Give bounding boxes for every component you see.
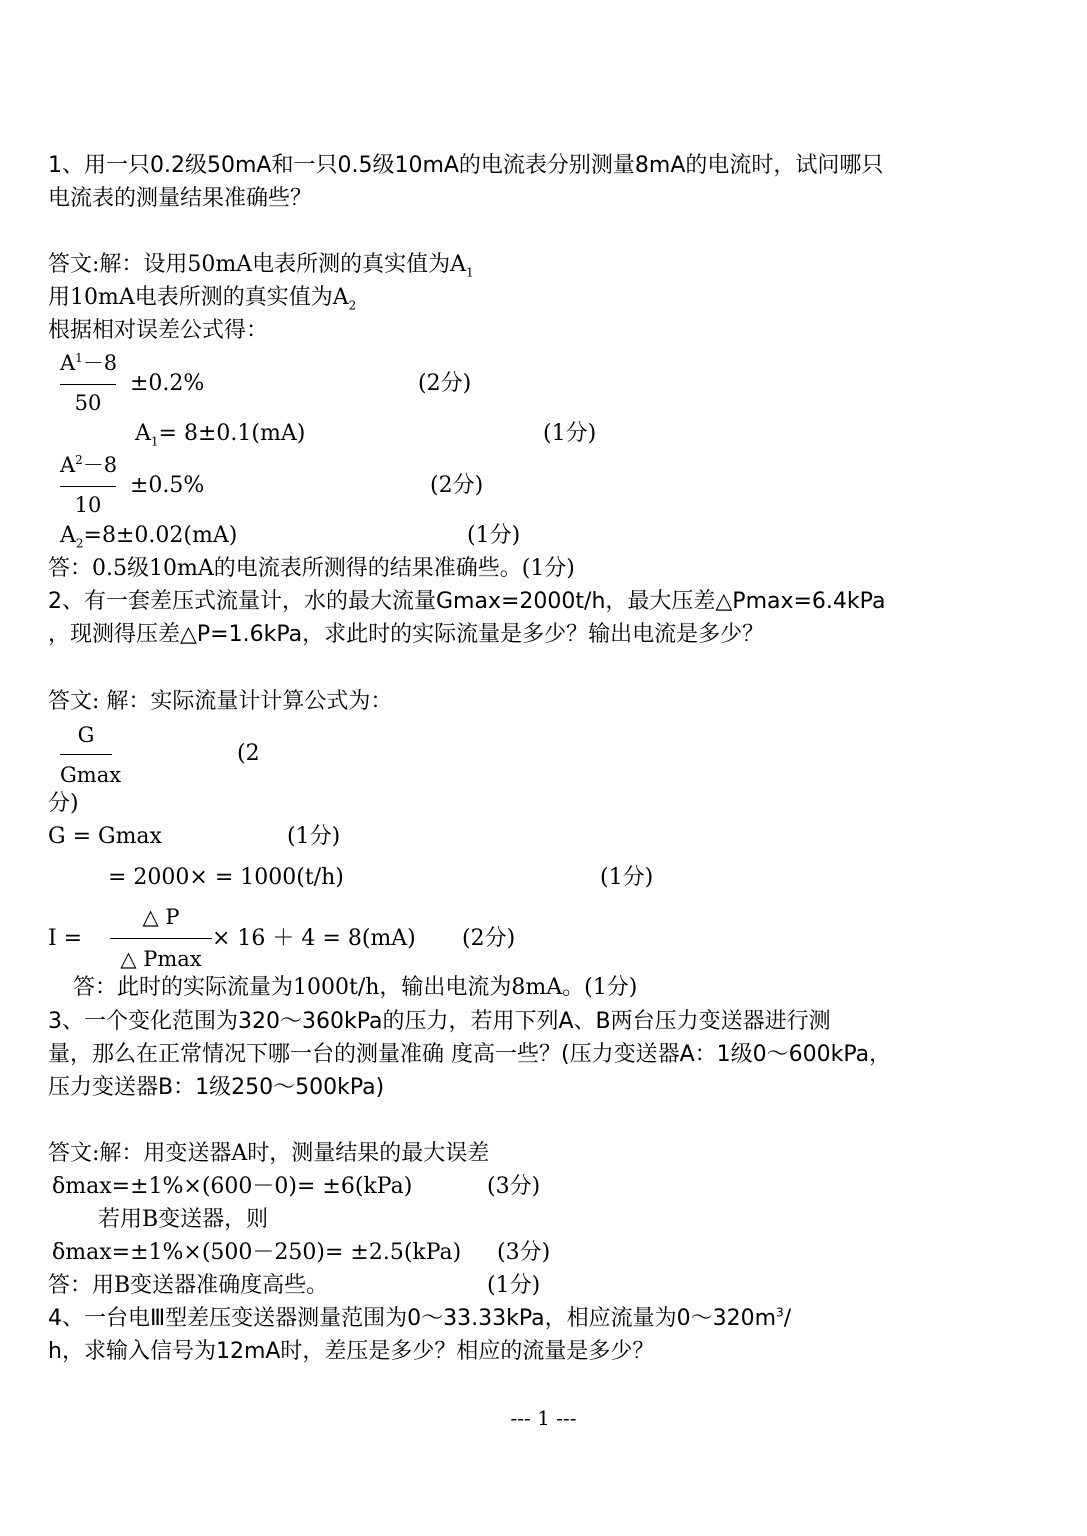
q2-equation-3-rhs: × 16 ＋ 4 = 8(mA) [212,926,416,951]
q2-equation-2: = 2000× = 1000(t/h) [108,865,344,890]
q1-score-1: (2分) [418,371,472,396]
q2-fraction-ratio: G Gmax [60,723,122,787]
q1-question-line1: 1、用一只0.2级50mA和一只0.5级10mA的电流表分别测量8mA的电流时，试问哪只 [48,153,884,178]
page-number: --- 1 --- [510,1406,577,1430]
q2-score-1b: 分) [48,791,79,816]
q1-score-2: (1分) [543,421,597,446]
q3-score-2: (3分) [497,1240,551,1265]
q3-equation-2: δmax=±1%×(500－250)= ±2.5(kPa) [52,1240,462,1265]
q2-equation-1: G = Gmax [48,824,162,849]
q2-equation-3-lhs: I = [48,926,83,951]
q1-result-1: $A_1= 8\pm 0.1(mA)$ [135,421,306,449]
q2-score-2: (1分) [287,824,341,849]
q1-fraction-1-rhs: ±0.2% [130,371,205,396]
q3-question-line2: 量，那么在正常情况下哪一台的测量准确 度高一些？(压力变送器A：1级0～600kPa， [48,1042,892,1067]
q3-score-1: (3分) [487,1174,541,1199]
q2-conclusion: 答：此时的实际流量为1000t/h，输出电流为8mA。(1分) [73,975,638,1000]
q3-equation-1: δmax=±1%×(600－0)= ±6(kPa) [52,1174,413,1199]
q2-score-1a: (2 [237,741,260,766]
q1-result-2: $A_2=8\pm 0.02(mA)$ [60,523,238,551]
q1-fraction-2-rhs: ±0.5% [130,473,205,498]
q2-score-3: (1分) [600,865,654,890]
q1-score-4: (1分) [467,523,521,548]
q3-question-line3: 压力变送器B：1级250～500kPa) [48,1075,385,1100]
q3-answer-intro: 答文:解：用变送器A时，测量结果的最大误差 [48,1141,490,1166]
q1-answer-intro: 答文:解：设用50mA电表所测的真实值为$A_1$ [48,252,474,280]
q3-question-line1: 3、一个变化范围为320～360kPa的压力，若用下列A、B两台压力变送器进行测 [48,1009,831,1034]
q1-answer-line3: 根据相对误差公式得： [48,318,269,343]
q4-question-line2: h，求输入信号为12mA时，差压是多少？相应的流量是多少？ [48,1339,655,1364]
q4-question-line1: 4、一台电Ⅲ型差压变送器测量范围为0～33.33kPa，相应流量为$0\sim 320m^3/$ [48,1305,792,1331]
q2-question-line2: ，现测得压差△P=1.6kPa，求此时的实际流量是多少？输出电流是多少？ [48,622,765,647]
q1-answer-line2: 用10mA电表所测的真实值为$A_2$ [48,285,357,313]
q2-answer-intro: 答文: 解：实际流量计计算公式为： [48,689,393,714]
q3-conclusion: 答：用B变送器准确度高些。 [48,1273,329,1298]
q1-score-3: (2分) [430,473,484,498]
q2-fraction-pressure: △ P △ Pmax [110,904,212,972]
q1-fraction-1: $A^1-8$ 50 [60,351,118,415]
q2-question-line1: 2、有一套差压式流量计，水的最大流量Gmax=2000t/h，最大压差△Pmax=6.4kPa [48,589,886,614]
q1-fraction-2: $A^2-8$ 10 [60,453,118,517]
q1-conclusion: 答：0.5级10mA的电流表所测得的结果准确些。(1分) [48,556,575,581]
q2-score-4: (2分) [462,926,516,951]
q1-question-line2: 电流表的测量结果准确些？ [48,186,313,211]
q3-score-3: (1分) [487,1273,541,1298]
q3-answer-mid: 若用B变送器，则 [98,1207,269,1232]
